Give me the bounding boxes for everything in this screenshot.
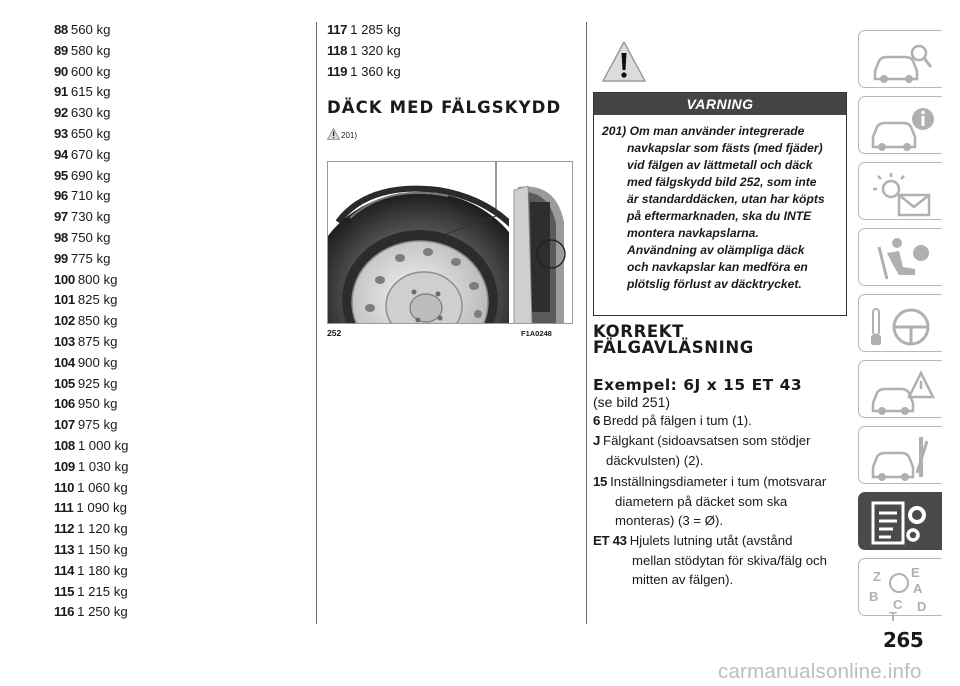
load-index-code: 93 (54, 125, 68, 141)
tyre-with-rim-protector-illustration (328, 162, 573, 324)
load-index-row (54, 270, 304, 291)
column-divider-2 (586, 22, 587, 624)
definition-line: mitten av fälgen). (632, 572, 734, 587)
load-index-value: 750 kg (70, 229, 111, 245)
chapter-tab-4[interactable] (858, 228, 942, 286)
warning-line: vid fälgen av lättmetall och däck (627, 158, 813, 172)
car-search-icon (869, 37, 935, 85)
load-index-row (54, 436, 304, 457)
warning-line: och navkapslar kan medföra en (627, 260, 808, 274)
load-index-value: 670 kg (70, 146, 111, 162)
load-index-value: 600 kg (70, 63, 111, 79)
load-index-row (54, 41, 304, 62)
warning-line: montera navkapslarna. (627, 226, 759, 240)
definition-term: 6 (593, 413, 601, 428)
load-index-row (54, 207, 304, 228)
load-index-row (54, 290, 304, 311)
load-index-row (54, 82, 304, 103)
warning-line: navkapslar som fästs (med fjäder) (627, 141, 823, 155)
load-index-value: 1 060 kg (77, 479, 128, 495)
load-index-value: 580 kg (70, 42, 111, 58)
load-index-row (54, 311, 304, 332)
warning-box (593, 92, 847, 316)
load-index-value: 1 360 kg (350, 63, 401, 79)
definition-item (593, 472, 845, 531)
load-index-code: 107 (54, 417, 75, 433)
load-index-code: 92 (54, 105, 68, 121)
load-index-row (54, 20, 304, 41)
load-index-value: 730 kg (70, 209, 111, 225)
chapter-tab-7[interactable] (858, 426, 942, 484)
section-2-title (593, 324, 754, 356)
load-index-row (54, 145, 304, 166)
chapter-tab-9[interactable] (858, 558, 942, 624)
load-index-code: 105 (54, 375, 75, 391)
load-index-code: 110 (54, 479, 75, 495)
load-index-value: 1 120 kg (77, 521, 128, 537)
definition-text: Inställningsdiameter i tum (motsvarar (610, 474, 827, 489)
load-index-code: 91 (54, 84, 68, 100)
load-index-code: 95 (54, 167, 68, 183)
load-index-row (54, 332, 304, 353)
warning-line: är standarddäcken, utan har köpts (627, 192, 825, 206)
load-index-value: 1 180 kg (77, 562, 128, 578)
load-index-row (54, 561, 304, 582)
definition-line: diametern på däcket som ska (615, 493, 788, 509)
definition-term: 15 (593, 474, 608, 489)
section-title: DÄCK MED FÄLGSKYDD (327, 98, 562, 117)
load-index-value: 875 kg (77, 333, 118, 349)
load-index-code: 116 (54, 604, 75, 620)
load-index-value: 630 kg (70, 105, 111, 121)
chapter-tab-1[interactable] (858, 30, 942, 88)
chapter-tab-5[interactable] (858, 294, 942, 352)
definition-item (593, 411, 845, 431)
definition-term: J (593, 433, 601, 448)
chapter-tab-2[interactable] (858, 96, 942, 154)
load-index-value: 690 kg (70, 167, 111, 183)
definition-line: mellan stödytan för skiva/fälg och (632, 552, 827, 568)
load-index-row (54, 457, 304, 478)
load-index-code: 102 (54, 313, 75, 329)
column-divider-1 (316, 22, 317, 624)
section-2-title-line-2: FÄLGAVLÄSNING (593, 338, 754, 357)
example-subtitle: (se bild 251) (593, 394, 671, 410)
load-index-value: 615 kg (70, 84, 111, 100)
alphabet-letter: B (869, 589, 879, 604)
load-index-value: 900 kg (77, 354, 118, 370)
load-index-row (54, 166, 304, 187)
load-index-row (54, 124, 304, 145)
definition-line (593, 472, 845, 492)
load-index-value: 1 030 kg (77, 458, 129, 474)
load-index-code: 119 (327, 63, 348, 79)
steering-wheel-key-icon (869, 301, 935, 349)
definition-line: monteras) (3 = Ø). (615, 513, 724, 528)
load-index-row (54, 602, 304, 623)
load-index-value: 825 kg (77, 292, 118, 308)
definition-line (593, 531, 845, 551)
load-index-code: 118 (327, 42, 348, 58)
load-index-value: 1 285 kg (350, 22, 401, 37)
load-index-row (327, 41, 577, 62)
load-index-value: 650 kg (70, 125, 111, 141)
car-info-icon (869, 103, 935, 151)
load-index-row (54, 228, 304, 249)
definition-text: Fälgkant (sidoavsatsen som stödjer (603, 433, 811, 448)
load-index-value: 1 215 kg (77, 583, 128, 599)
airbag-seat-icon (869, 235, 935, 283)
load-index-column-1 (54, 20, 304, 623)
load-index-value: 775 kg (70, 250, 111, 266)
load-index-code: 111 (54, 500, 74, 516)
figure-number: 252 (327, 328, 342, 338)
load-index-value: 560 kg (70, 22, 111, 37)
watermark: carmanualsonline.info (718, 660, 922, 683)
load-index-code: 89 (54, 42, 68, 58)
load-index-value: 1 250 kg (77, 604, 128, 620)
load-index-row (54, 540, 304, 561)
load-index-code: 96 (54, 188, 68, 204)
load-index-value: 1 320 kg (350, 42, 401, 58)
warning-reference-number: 201) (341, 131, 358, 140)
alphabet-letter: A (913, 581, 923, 596)
chapter-tab-3[interactable] (858, 162, 942, 220)
definition-item (593, 531, 845, 590)
definition-line (593, 411, 845, 431)
definition-text: Hjulets lutning utåt (avstånd (629, 533, 793, 548)
warning-line: plötslig förlust av däcktrycket. (627, 277, 802, 291)
warning-line: Användning av olämpliga däck (627, 243, 805, 257)
load-index-row (54, 394, 304, 415)
load-index-code: 108 (54, 437, 75, 453)
definition-term: ET 43 (593, 533, 627, 548)
load-index-code: 88 (54, 22, 68, 37)
warning-line: 201) Om man använder integrerade (602, 124, 805, 138)
definition-line: däckvulsten) (2). (606, 452, 704, 468)
load-index-row (54, 498, 304, 519)
load-index-row (54, 374, 304, 395)
load-index-code: 101 (54, 292, 75, 308)
load-index-code: 104 (54, 354, 75, 370)
alphabet-letter: Z (873, 569, 881, 584)
chapter-tab-8[interactable] (858, 492, 942, 550)
load-index-code: 113 (54, 541, 75, 557)
load-index-value: 850 kg (77, 313, 118, 329)
load-index-row (54, 62, 304, 83)
example-title: Exempel: 6J x 15 ET 43 (593, 376, 803, 394)
warning-triangle-icon (327, 128, 340, 140)
load-index-row (54, 478, 304, 499)
load-index-row (327, 62, 577, 83)
load-index-column-2 (327, 20, 577, 82)
load-index-code: 100 (54, 271, 75, 287)
definition-text: Bredd på fälgen i tum (1). (603, 413, 752, 428)
load-index-code: 94 (54, 146, 68, 162)
load-index-code: 90 (54, 63, 68, 79)
load-index-row (54, 186, 304, 207)
load-index-row (54, 415, 304, 436)
car-service-tools-icon (869, 433, 935, 481)
load-index-value: 1 000 kg (77, 437, 129, 453)
load-index-code: 112 (54, 521, 75, 537)
warning-reference (327, 128, 357, 140)
warning-line: med fälgskydd bild 252, som inte (627, 175, 817, 189)
warning-header: VARNING (594, 93, 846, 115)
magnifier-ring (889, 573, 909, 593)
load-index-row (54, 519, 304, 540)
alphabet-letter: E (911, 565, 920, 580)
load-index-code: 109 (54, 458, 75, 474)
load-index-value: 925 kg (77, 375, 118, 391)
load-index-code: 98 (54, 229, 68, 245)
load-index-code: 103 (54, 333, 75, 349)
load-index-code: 97 (54, 209, 68, 225)
car-breakdown-triangle-icon (869, 367, 935, 415)
warning-lights-mail-icon (869, 169, 935, 217)
specs-list-gear-icon (869, 499, 935, 547)
load-index-row (54, 249, 304, 270)
alphabet-letter: T (889, 609, 897, 624)
section-2-title-line-1: KORREKT (593, 322, 684, 341)
load-index-row (54, 103, 304, 124)
load-index-code: 114 (54, 562, 75, 578)
load-index-value: 950 kg (77, 396, 118, 412)
warning-triangle-icon (601, 39, 647, 85)
load-index-value: 1 150 kg (77, 541, 128, 557)
load-index-value: 800 kg (77, 271, 118, 287)
load-index-code: 117 (327, 22, 348, 37)
alphabet-letter: D (917, 599, 927, 614)
figure-code: F1A0248 (521, 329, 552, 338)
definition-line (593, 431, 845, 451)
load-index-value: 710 kg (70, 188, 111, 204)
load-index-row (54, 353, 304, 374)
warning-text (594, 115, 846, 293)
load-index-code: 99 (54, 250, 68, 266)
chapter-tab-6[interactable] (858, 360, 942, 418)
load-index-code: 106 (54, 396, 75, 412)
page-number: 265 (883, 628, 924, 652)
load-index-value: 1 090 kg (76, 500, 127, 516)
load-index-value: 975 kg (77, 417, 118, 433)
definition-item (593, 431, 845, 470)
load-index-row (54, 582, 304, 603)
alphabet-letter: C (893, 597, 903, 612)
load-index-row (327, 20, 577, 41)
warning-line: på eftermarknaden, ska du INTE (627, 209, 812, 223)
figure-tyre-rim-protector (327, 161, 573, 324)
load-index-code: 115 (54, 583, 75, 599)
